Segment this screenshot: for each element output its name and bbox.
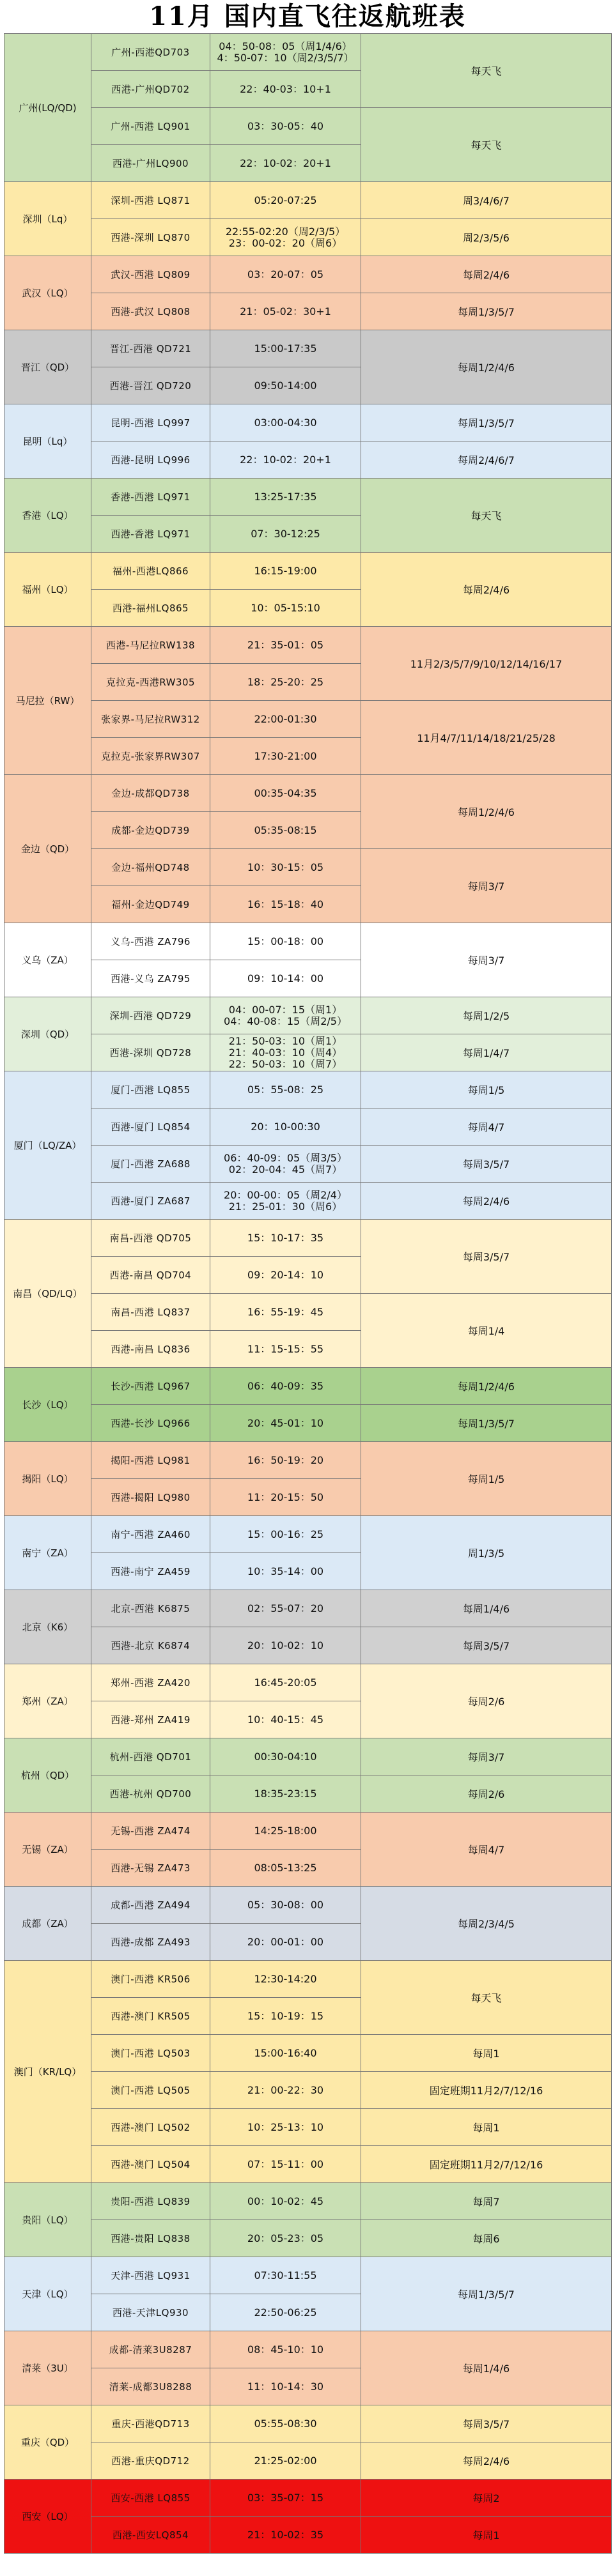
flight-cell: 西安-西港 LQ855 xyxy=(91,2480,210,2517)
frequency-cell: 每周1/2/4/6 xyxy=(361,775,612,849)
table-row xyxy=(4,2072,612,2109)
flight-cell: 西港-澳门 LQ502 xyxy=(91,2109,210,2146)
time-cell: 00:30-04:10 xyxy=(210,1738,361,1775)
flight-cell: 西港-澳门 LQ504 xyxy=(91,2146,210,2183)
time-cell: 12:30-14:20 xyxy=(210,1961,361,1998)
time-cell: 21：35-01：05 xyxy=(210,627,361,664)
frequency-cell: 每周3/5/7 xyxy=(361,1220,612,1294)
table-row xyxy=(4,1627,612,1664)
frequency-cell: 每周1/3/5/7 xyxy=(361,1405,612,1442)
table-row xyxy=(4,1442,612,1479)
flight-cell: 福州-金边QD749 xyxy=(91,886,210,923)
time-cell: 03：30-05：40 xyxy=(210,108,361,145)
flight-cell: 西港-南宁 ZA459 xyxy=(91,1553,210,1590)
frequency-cell: 每周2/4/6 xyxy=(361,2442,612,2480)
flight-cell: 福州-西港LQ866 xyxy=(91,553,210,590)
table-row xyxy=(4,2183,612,2220)
city-cell: 金边（QD） xyxy=(4,775,91,923)
table-row xyxy=(4,1887,612,1924)
city-cell: 郑州（ZA） xyxy=(4,1664,91,1738)
frequency-cell: 每周4/7 xyxy=(361,1108,612,1146)
flight-cell: 昆明-西港 LQ997 xyxy=(91,404,210,441)
time-cell: 11：15-15：55 xyxy=(210,1331,361,1368)
flight-cell: 厦门-西港 ZA688 xyxy=(91,1146,210,1183)
time-cell: 15：00-16：25 xyxy=(210,1516,361,1553)
city-cell: 南宁（ZA） xyxy=(4,1516,91,1590)
table-row xyxy=(4,849,612,886)
flight-cell: 成都-金边QD739 xyxy=(91,812,210,849)
city-cell: 马尼拉（RW） xyxy=(4,627,91,775)
frequency-cell: 每天飞 xyxy=(361,1961,612,2035)
time-cell: 21：00-22：30 xyxy=(210,2072,361,2109)
frequency-cell: 周2/3/5/6 xyxy=(361,219,612,256)
flight-cell: 清莱-成都3U8288 xyxy=(91,2368,210,2405)
frequency-cell: 固定班期11月2/7/12/16 xyxy=(361,2072,612,2109)
frequency-cell: 每周1/4/7 xyxy=(361,1034,612,1071)
table-row xyxy=(4,627,612,664)
city-cell: 长沙（LQ） xyxy=(4,1368,91,1442)
table-row xyxy=(4,775,612,812)
frequency-cell: 每周2/4/6 xyxy=(361,256,612,293)
frequency-cell: 每周4/7 xyxy=(361,1813,612,1887)
table-row xyxy=(4,2480,612,2517)
flight-cell: 西港-马尼拉RW138 xyxy=(91,627,210,664)
flight-cell: 西港-重庆QD712 xyxy=(91,2442,210,2480)
table-row xyxy=(4,256,612,293)
time-cell: 13:25-17:35 xyxy=(210,479,361,516)
city-cell: 重庆（QD） xyxy=(4,2405,91,2480)
table-row xyxy=(4,1590,612,1627)
table-row xyxy=(4,293,612,330)
frequency-cell: 每周1/4/6 xyxy=(361,1590,612,1627)
frequency-cell: 每周3/7 xyxy=(361,1738,612,1775)
frequency-cell: 每周7 xyxy=(361,2183,612,2220)
flight-cell: 金边-福州QD748 xyxy=(91,849,210,886)
frequency-cell: 每周1/3/5/7 xyxy=(361,404,612,441)
flight-cell: 厦门-西港 LQ855 xyxy=(91,1071,210,1108)
table-row xyxy=(4,1775,612,1813)
frequency-cell: 11月4/7/11/14/18/21/25/28 xyxy=(361,701,612,775)
time-cell: 15：10-19：15 xyxy=(210,1998,361,2035)
flight-cell: 西港-深圳 LQ870 xyxy=(91,219,210,256)
flight-cell: 广州-西港QD703 xyxy=(91,34,210,71)
flight-cell: 西港-成都 ZA493 xyxy=(91,1924,210,1961)
table-row xyxy=(4,2035,612,2072)
time-cell: 08:05-13:25 xyxy=(210,1850,361,1887)
table-row xyxy=(4,1183,612,1220)
time-cell: 05:55-08:30 xyxy=(210,2405,361,2442)
time-cell: 03:00-04:30 xyxy=(210,404,361,441)
frequency-cell: 每周1 xyxy=(361,2109,612,2146)
time-cell: 18：25-20：25 xyxy=(210,664,361,701)
city-cell: 深圳（Lq） xyxy=(4,182,91,256)
city-cell: 武汉（LQ） xyxy=(4,256,91,330)
city-cell: 晋江（QD） xyxy=(4,330,91,404)
time-cell: 05：30-08：00 xyxy=(210,1887,361,1924)
flight-cell: 重庆-西港QD713 xyxy=(91,2405,210,2442)
frequency-cell: 固定班期11月2/7/12/16 xyxy=(361,2146,612,2183)
time-cell: 09：10-14：00 xyxy=(210,960,361,997)
time-cell: 10：25-13：10 xyxy=(210,2109,361,2146)
time-cell: 14:25-18:00 xyxy=(210,1813,361,1850)
flight-cell: 广州-西港 LQ901 xyxy=(91,108,210,145)
time-cell: 20：10-00:30 xyxy=(210,1108,361,1146)
flight-cell: 南昌-西港 QD705 xyxy=(91,1220,210,1257)
time-cell: 05:35-08:15 xyxy=(210,812,361,849)
table-row xyxy=(4,1405,612,1442)
time-cell: 00：10-02：45 xyxy=(210,2183,361,2220)
city-cell: 杭州（QD） xyxy=(4,1738,91,1813)
table-row xyxy=(4,1664,612,1701)
flight-cell: 西港-西安LQ854 xyxy=(91,2517,210,2554)
frequency-cell: 每天飞 xyxy=(361,108,612,182)
time-cell: 10：40-15：45 xyxy=(210,1701,361,1738)
flight-cell: 成都-清莱3U8287 xyxy=(91,2331,210,2368)
table-row xyxy=(4,1220,612,1257)
flight-cell: 克拉克-张家界RW307 xyxy=(91,738,210,775)
flight-cell: 揭阳-西港 LQ981 xyxy=(91,1442,210,1479)
table-row xyxy=(4,404,612,441)
flight-cell: 克拉克-西港RW305 xyxy=(91,664,210,701)
table-row xyxy=(4,479,612,516)
table-row xyxy=(4,2257,612,2294)
time-cell: 22:00-01:30 xyxy=(210,701,361,738)
time-cell: 20：05-23：05 xyxy=(210,2220,361,2257)
table-row xyxy=(4,1071,612,1108)
flight-cell: 义乌-西港 ZA796 xyxy=(91,923,210,960)
time-cell: 18:35-23:15 xyxy=(210,1775,361,1813)
frequency-cell: 每周3/5/7 xyxy=(361,1146,612,1183)
flight-cell: 金边-成都QD738 xyxy=(91,775,210,812)
city-cell: 贵阳（LQ） xyxy=(4,2183,91,2257)
frequency-cell: 每周2 xyxy=(361,2480,612,2517)
time-cell: 17:30-21:00 xyxy=(210,738,361,775)
table-row xyxy=(4,2517,612,2554)
table-row xyxy=(4,1108,612,1146)
frequency-cell: 每周2/4/6 xyxy=(361,1183,612,1220)
frequency-cell: 每周1 xyxy=(361,2517,612,2554)
time-cell: 16:45-20:05 xyxy=(210,1664,361,1701)
time-cell: 02：55-07：20 xyxy=(210,1590,361,1627)
time-cell: 08：45-10：10 xyxy=(210,2331,361,2368)
flight-cell: 北京-西港 K6875 xyxy=(91,1590,210,1627)
flight-cell: 西港-晋江 QD720 xyxy=(91,367,210,404)
flight-cell: 西港-无锡 ZA473 xyxy=(91,1850,210,1887)
flight-cell: 杭州-西港 QD701 xyxy=(91,1738,210,1775)
time-cell: 22:50-06:25 xyxy=(210,2294,361,2331)
time-cell: 03：35-07：15 xyxy=(210,2480,361,2517)
flight-cell: 西港-厦门 ZA687 xyxy=(91,1183,210,1220)
table-row xyxy=(4,108,612,145)
table-row xyxy=(4,997,612,1034)
frequency-cell: 每周2/6 xyxy=(361,1664,612,1738)
time-cell: 07:30-11:55 xyxy=(210,2257,361,2294)
time-cell: 21：10-02：35 xyxy=(210,2517,361,2554)
frequency-cell: 周3/4/6/7 xyxy=(361,182,612,219)
flight-schedule-table xyxy=(4,33,612,2554)
flight-cell: 西港-义乌 ZA795 xyxy=(91,960,210,997)
time-cell: 15:00-17:35 xyxy=(210,330,361,367)
city-cell: 昆明（Lq） xyxy=(4,404,91,479)
frequency-cell: 每周1/5 xyxy=(361,1442,612,1516)
time-cell: 04：00-07：15（周1） 04：40-08：15（周2/5） xyxy=(210,997,361,1034)
time-cell: 16：50-19：20 xyxy=(210,1442,361,1479)
time-cell: 20：00-00：05（周2/4） 21：25-01：30（周6） xyxy=(210,1183,361,1220)
frequency-cell: 每周1/2/4/6 xyxy=(361,330,612,404)
flight-cell: 西港-南昌 LQ836 xyxy=(91,1331,210,1368)
flight-cell: 西港-广州LQ900 xyxy=(91,145,210,182)
flight-cell: 西港-香港 LQ971 xyxy=(91,516,210,553)
time-cell: 10：30-15：05 xyxy=(210,849,361,886)
time-cell: 05:20-07:25 xyxy=(210,182,361,219)
time-cell: 21：50-03：10（周1） 21：40-03：10（周4） 22：50-03：10（周7） xyxy=(210,1034,361,1071)
flight-cell: 西港-北京 K6874 xyxy=(91,1627,210,1664)
flight-cell: 无锡-西港 ZA474 xyxy=(91,1813,210,1850)
frequency-cell: 11月2/3/5/7/9/10/12/14/16/17 xyxy=(361,627,612,701)
city-cell: 揭阳（LQ） xyxy=(4,1442,91,1516)
time-cell: 20：45-01：10 xyxy=(210,1405,361,1442)
time-cell: 16：55-19：45 xyxy=(210,1294,361,1331)
frequency-cell: 每周3/5/7 xyxy=(361,2405,612,2442)
table-row xyxy=(4,1146,612,1183)
flight-cell: 西港-郑州 ZA419 xyxy=(91,1701,210,1738)
city-cell: 天津（LQ） xyxy=(4,2257,91,2331)
time-cell: 20：00-01：00 xyxy=(210,1924,361,1961)
frequency-cell: 每周3/5/7 xyxy=(361,1627,612,1664)
flight-cell: 深圳-西港 LQ871 xyxy=(91,182,210,219)
time-cell: 15：10-17：35 xyxy=(210,1220,361,1257)
frequency-cell: 每周3/7 xyxy=(361,849,612,923)
time-cell: 04：50-08：05（周1/4/6） 4：50-07：10（周2/3/5/7） xyxy=(210,34,361,71)
time-cell: 22：40-03：10+1 xyxy=(210,71,361,108)
frequency-cell: 每周1 xyxy=(361,2035,612,2072)
city-cell: 广州(LQ/QD) xyxy=(4,34,91,182)
time-cell: 21:25-02:00 xyxy=(210,2442,361,2480)
table-row xyxy=(4,441,612,479)
time-cell: 10：05-15:10 xyxy=(210,590,361,627)
city-cell: 香港（LQ） xyxy=(4,479,91,553)
frequency-cell: 每周2/6 xyxy=(361,1775,612,1813)
table-row xyxy=(4,1368,612,1405)
table-row xyxy=(4,2442,612,2480)
table-row xyxy=(4,330,612,367)
flight-cell: 张家界-马尼拉RW312 xyxy=(91,701,210,738)
flight-cell: 西港-揭阳 LQ980 xyxy=(91,1479,210,1516)
flight-cell: 武汉-西港 LQ809 xyxy=(91,256,210,293)
city-cell: 南昌（QD/LQ） xyxy=(4,1220,91,1368)
table-row xyxy=(4,1034,612,1071)
time-cell: 06：40-09：05（周3/5） 02：20-04：45（周7） xyxy=(210,1146,361,1183)
city-cell: 深圳（QD） xyxy=(4,997,91,1071)
flight-cell: 西港-贵阳 LQ838 xyxy=(91,2220,210,2257)
city-cell: 北京（K6） xyxy=(4,1590,91,1664)
frequency-cell: 每周1/5 xyxy=(361,1071,612,1108)
city-cell: 厦门（LQ/ZA） xyxy=(4,1071,91,1220)
frequency-cell: 每周1/4 xyxy=(361,1294,612,1368)
table-row xyxy=(4,1738,612,1775)
flight-cell: 西港-杭州 QD700 xyxy=(91,1775,210,1813)
table-row xyxy=(4,182,612,219)
table-row xyxy=(4,923,612,960)
table-row xyxy=(4,2220,612,2257)
time-cell: 09：20-14：10 xyxy=(210,1257,361,1294)
frequency-cell: 每周1/2/5 xyxy=(361,997,612,1034)
time-cell: 03：20-07：05 xyxy=(210,256,361,293)
frequency-cell: 周1/3/5 xyxy=(361,1516,612,1590)
flight-cell: 西港-澳门 KR505 xyxy=(91,1998,210,2035)
time-cell: 00:35-04:35 xyxy=(210,775,361,812)
time-cell: 22：10-02：20+1 xyxy=(210,145,361,182)
table-row xyxy=(4,2109,612,2146)
flight-cell: 成都-西港 ZA494 xyxy=(91,1887,210,1924)
flight-cell: 西港-广州QD702 xyxy=(91,71,210,108)
frequency-cell: 每周2/4/6/7 xyxy=(361,441,612,479)
frequency-cell: 每周1/4/6 xyxy=(361,2331,612,2405)
flight-cell: 澳门-西港 LQ503 xyxy=(91,2035,210,2072)
frequency-cell: 每天飞 xyxy=(361,479,612,553)
time-cell: 15:00-16:40 xyxy=(210,2035,361,2072)
time-cell: 10：35-14：00 xyxy=(210,1553,361,1590)
flight-cell: 南昌-西港 LQ837 xyxy=(91,1294,210,1331)
flight-cell: 南宁-西港 ZA460 xyxy=(91,1516,210,1553)
table-row xyxy=(4,34,612,71)
flight-cell: 深圳-西港 QD729 xyxy=(91,997,210,1034)
flight-cell: 长沙-西港 LQ967 xyxy=(91,1368,210,1405)
table-row xyxy=(4,2331,612,2368)
table-row xyxy=(4,219,612,256)
frequency-cell: 每周2/4/6 xyxy=(361,553,612,627)
frequency-cell: 每周1/2/4/6 xyxy=(361,1368,612,1405)
city-cell: 西安（LQ） xyxy=(4,2480,91,2554)
flight-cell: 澳门-西港 KR506 xyxy=(91,1961,210,1998)
time-cell: 22:55-02:20（周2/3/5） 23：00-02：20（周6） xyxy=(210,219,361,256)
table-row xyxy=(4,2405,612,2442)
frequency-cell: 每周1/3/5/7 xyxy=(361,2257,612,2331)
flight-cell: 澳门-西港 LQ505 xyxy=(91,2072,210,2109)
city-cell: 成都（ZA） xyxy=(4,1887,91,1961)
time-cell: 22：10-02：20+1 xyxy=(210,441,361,479)
time-cell: 20：10-02：10 xyxy=(210,1627,361,1664)
city-cell: 无锡（ZA） xyxy=(4,1813,91,1887)
city-cell: 清莱（3U） xyxy=(4,2331,91,2405)
frequency-cell: 每周3/7 xyxy=(361,923,612,997)
flight-cell: 西港-长沙 LQ966 xyxy=(91,1405,210,1442)
table-row xyxy=(4,701,612,738)
time-cell: 11：10-14：30 xyxy=(210,2368,361,2405)
table-row xyxy=(4,1294,612,1331)
flight-cell: 西港-武汉 LQ808 xyxy=(91,293,210,330)
flight-cell: 西港-深圳 QD728 xyxy=(91,1034,210,1071)
city-cell: 澳门（KR/LQ） xyxy=(4,1961,91,2183)
city-cell: 福州（LQ） xyxy=(4,553,91,627)
table-row xyxy=(4,553,612,590)
time-cell: 05：55-08：25 xyxy=(210,1071,361,1108)
time-cell: 07：15-11：00 xyxy=(210,2146,361,2183)
table-row xyxy=(4,1516,612,1553)
flight-cell: 西港-南昌 QD704 xyxy=(91,1257,210,1294)
table-row xyxy=(4,1961,612,1998)
time-cell: 09:50-14:00 xyxy=(210,367,361,404)
city-cell: 义乌（ZA） xyxy=(4,923,91,997)
table-row xyxy=(4,1813,612,1850)
flight-cell: 西港-昆明 LQ996 xyxy=(91,441,210,479)
time-cell: 16:15-19:00 xyxy=(210,553,361,590)
flight-cell: 西港-天津LQ930 xyxy=(91,2294,210,2331)
flight-cell: 天津-西港 LQ931 xyxy=(91,2257,210,2294)
flight-cell: 郑州-西港 ZA420 xyxy=(91,1664,210,1701)
flight-cell: 贵阳-西港 LQ839 xyxy=(91,2183,210,2220)
frequency-cell: 每周2/3/4/5 xyxy=(361,1887,612,1961)
flight-schedule-body xyxy=(4,34,612,2554)
flight-cell: 晋江-西港 QD721 xyxy=(91,330,210,367)
time-cell: 21：05-02：30+1 xyxy=(210,293,361,330)
frequency-cell: 每天飞 xyxy=(361,34,612,108)
flight-cell: 香港-西港 LQ971 xyxy=(91,479,210,516)
page-title: 11月 国内直飞往返航班表 xyxy=(149,1,466,31)
time-cell: 07：30-12:25 xyxy=(210,516,361,553)
time-cell: 06：40-09：35 xyxy=(210,1368,361,1405)
frequency-cell: 每周6 xyxy=(361,2220,612,2257)
flight-cell: 西港-厦门 LQ854 xyxy=(91,1108,210,1146)
time-cell: 15：00-18：00 xyxy=(210,923,361,960)
table-row xyxy=(4,2146,612,2183)
flight-cell: 西港-福州LQ865 xyxy=(91,590,210,627)
time-cell: 11：20-15：50 xyxy=(210,1479,361,1516)
frequency-cell: 每周1/3/5/7 xyxy=(361,293,612,330)
time-cell: 16：15-18：40 xyxy=(210,886,361,923)
